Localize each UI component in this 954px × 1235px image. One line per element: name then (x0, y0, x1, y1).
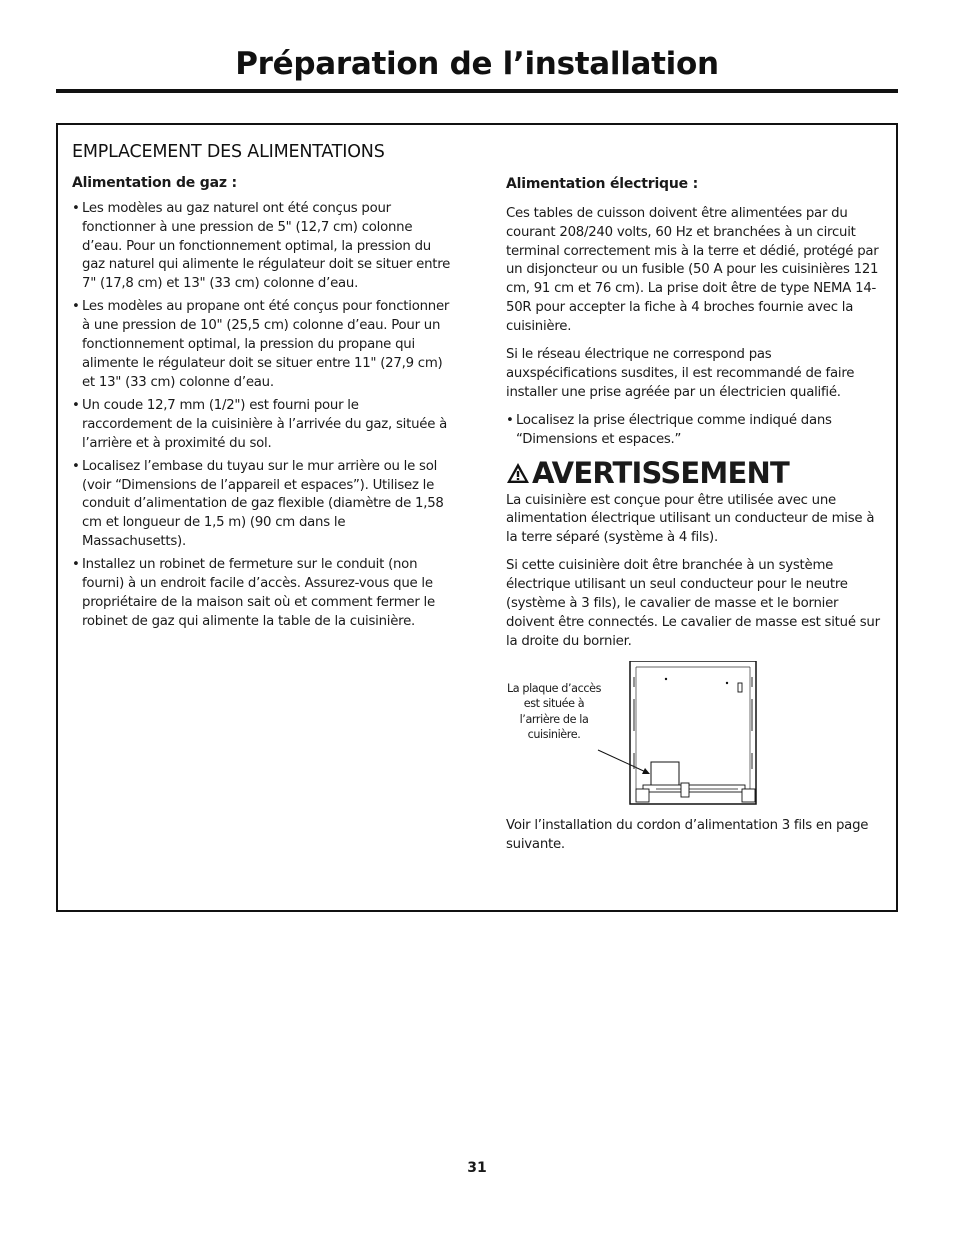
gas-bullet-elbow: • Un coude 12,7 mm (1/2") est fourni pour le raccordement de la cuisinière à l’arrivée du gaz, située à l’arrière et à proximité du sol. (72, 397, 452, 453)
warning-paragraph-4-wire: La cuisinière est conçue pour être utilisée avec une alimentation électrique utilisant un conducteur de mise à la terre séparé (système à 4 fils). (506, 492, 875, 546)
gas-bullet-shutoff-valve: • Installez un robinet de fermeture sur le conduit (non fourni) à un endroit facile d’accès. Assurez-vous que le propriétaire de la maison sait où et comment fermer le robinet de gaz qui alimente la table de la cuisinière. (72, 556, 452, 631)
warning-heading (506, 456, 886, 490)
electric-supply-column (506, 176, 886, 864)
figure-callout: La plaque d’accès est située à l’arrière de la cuisinière. (506, 681, 602, 742)
gas-bullet-propane: • Les modèles au propane ont été conçus pour fonctionner à une pression de 10" (25,5 cm) colonne d’eau. Pour un fonctionnement optimal, la pression du propane qui alimente le régulateur doit se situer entre 11" (27,9 cm) et 13" (33 cm) colonne d’eau. (72, 298, 452, 392)
gas-bullet-pipe-location: • Localisez l’embase du tuyau sur le mur arrière ou le sol (voir “Dimensions de l’appareil et espaces”). Utilisez le conduit d’alimentation de gaz flexible (diamètre de 1,58 cm et longueur de 1,5 m) (90 cm dans le Massachusetts). (72, 458, 452, 552)
gas-supply-column (72, 175, 452, 636)
gas-supply-heading: Alimentation de gaz : (72, 175, 237, 191)
page-title: Préparation de l’installation (235, 46, 719, 82)
content-box (56, 123, 898, 912)
warning-title: AVERTISSEMENT (532, 455, 789, 490)
warning-triangle-icon (506, 462, 530, 484)
section-heading: EMPLACEMENT DES ALIMENTATIONS (72, 142, 385, 162)
title-rule (56, 89, 898, 93)
warning-paragraph-3-wire: Si cette cuisinière doit être branchée à un système électrique utilisant un seul conducteur pour le neutre (système à 3 fils), le cavalier de masse et le bornier doivent être connectés. Le cavalier de masse est situé sur la droite du bornier. (506, 558, 880, 649)
range-rear-diagram (506, 661, 886, 811)
electric-supply-heading: Alimentation électrique : (506, 176, 699, 192)
gas-bullet-natural-gas: • Les modèles au gaz naturel ont été conçus pour fonctionner à une pression de 5" (12,7 cm) colonne d’eau. Pour un fonctionnement optimal, la pression du gaz naturel qui alimente le régulateur doit se situer entre 7" (17,8 cm) et 13" (33 cm) colonne d’eau. (72, 200, 452, 294)
figure-caption: Voir l’installation du cordon d’alimentation 3 fils en page suivante. (506, 817, 869, 852)
electric-paragraph-nonconforming: Si le réseau électrique ne correspond pas auxspécifications susdites, il est recommandé de faire installer une prise agréée par un électricien qualifié. (506, 347, 855, 400)
gas-supply-list (72, 200, 452, 632)
page-number: 31 (467, 1160, 487, 1176)
electric-bullet-outlet: • Localisez la prise électrique comme indiqué dans “Dimensions et espaces.” (506, 412, 886, 450)
access-plate-figure (506, 661, 886, 811)
electric-list (506, 412, 886, 450)
electric-paragraph-requirements: Ces tables de cuisson doivent être alimentées par du courant 208/240 volts, 60 Hz et branchées à un circuit terminal correctement mis à la terre et dédié, protégé par un disjoncteur ou un fusible (50 A pour les cuisinières 121 cm, 91 cm et 76 cm). La prise doit être de type NEMA 14-50R pour accepter la fiche à 4 broches fournie avec la cuisinière. (506, 206, 879, 334)
